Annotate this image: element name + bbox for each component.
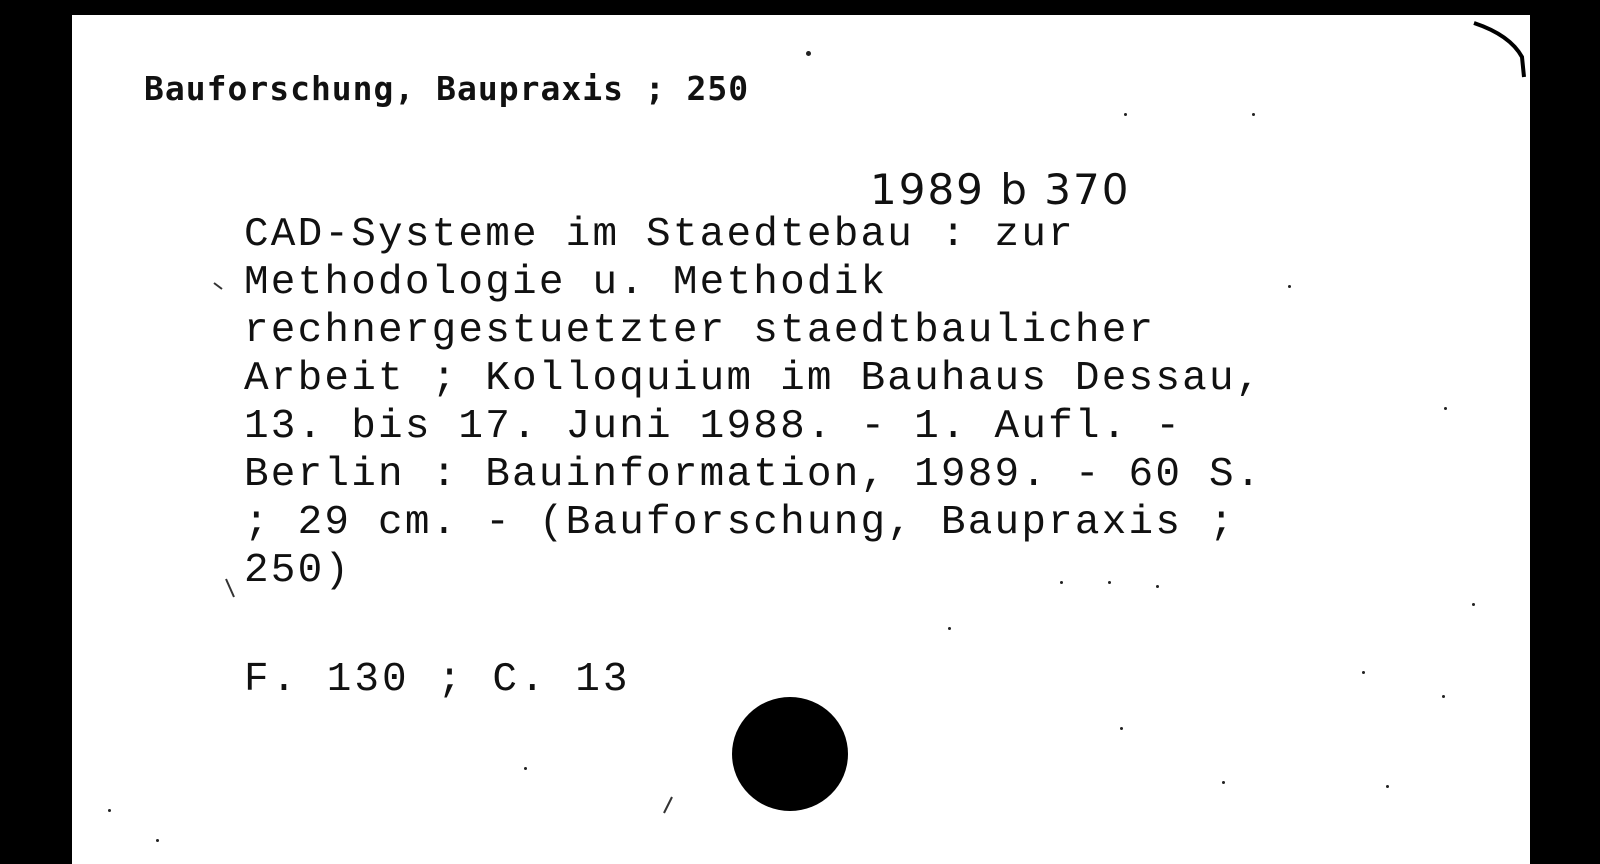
series-header: Bauforschung, Baupraxis ; 250 <box>144 69 750 108</box>
entry-line: 13. bis 17. Juni 1988. - 1. Aufl. - <box>244 404 1183 450</box>
dust-speck <box>1252 113 1255 116</box>
entry-line: Arbeit ; Kolloquium im Bauhaus Dessau, <box>244 356 1263 402</box>
dust-speck <box>156 839 159 842</box>
call-number: F. 130 ; C. 13 <box>244 657 631 703</box>
punch-hole <box>732 697 848 811</box>
dust-speck <box>1442 695 1445 698</box>
dust-speck <box>1472 603 1475 606</box>
entry-line: Berlin : Bauinformation, 1989. - 60 S. <box>244 452 1263 498</box>
dust-speck <box>108 809 111 812</box>
dust-speck <box>1386 785 1389 788</box>
dust-speck <box>1288 285 1291 288</box>
entry-line: CAD-Systeme im Staedtebau : zur <box>244 212 1075 258</box>
dust-speck <box>524 767 527 770</box>
dust-speck <box>806 51 811 56</box>
dust-speck <box>1444 407 1447 410</box>
dust-speck <box>1222 781 1225 784</box>
catalog-card <box>72 12 1530 864</box>
dust-speck <box>1060 581 1063 584</box>
margin-tick-mark <box>658 793 678 817</box>
entry-line: ; 29 cm. - (Bauforschung, Baupraxis ; <box>244 500 1236 546</box>
entry-line: 250) <box>244 548 352 594</box>
shelfmark: 1989 b 370 <box>870 165 1131 214</box>
dust-speck <box>1120 727 1123 730</box>
bibliographic-entry <box>244 211 1263 595</box>
dust-speck <box>1362 671 1365 674</box>
entry-line: rechnergestuetzter staedtbaulicher <box>244 308 1156 354</box>
dust-speck <box>1124 113 1127 116</box>
corner-scratch-mark <box>1470 15 1530 85</box>
entry-line: Methodologie u. Methodik <box>244 260 888 306</box>
dust-speck <box>948 627 951 630</box>
margin-tick-mark <box>222 577 238 601</box>
dust-speck <box>1156 585 1159 588</box>
dust-speck <box>1108 581 1111 584</box>
margin-tick-mark <box>212 277 228 293</box>
